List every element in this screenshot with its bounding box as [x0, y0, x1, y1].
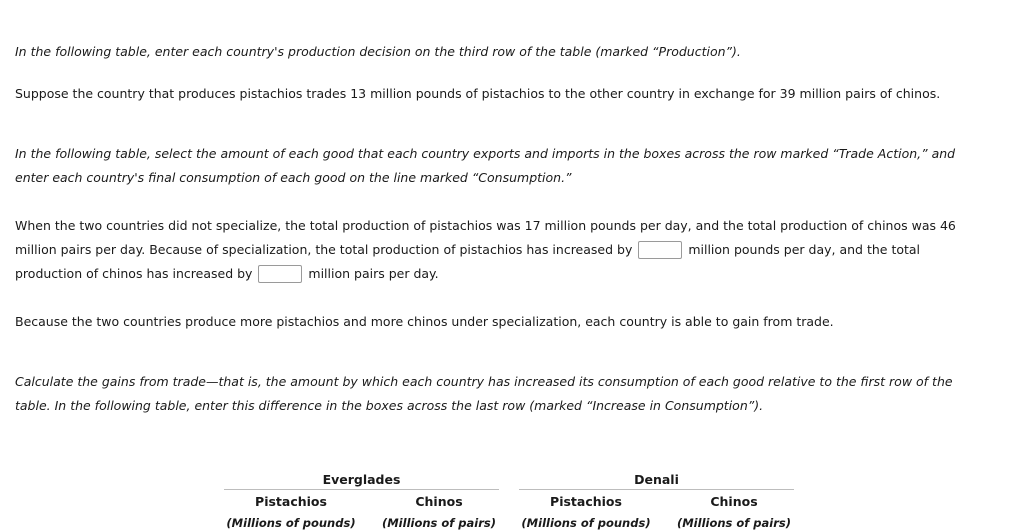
unit-header-denali-pistachios: (Millions of pounds) [521, 516, 651, 530]
instruction-gains-from-trade: Calculate the gains from trade—that is, the amount by which each country has increased its consumption of each good relative to the first row of the table. In the following table, enter this difference in the boxes across the last row (marked “Increase in Consumption”). [15, 374, 953, 413]
gain-from-trade-text: Because the two countries produce more pistachios and more chinos under specialization, each country is able to gain from trade. [15, 314, 834, 329]
country-header-everglades: Everglades [322, 472, 401, 487]
specialization-text-b: million pounds per day, and the total production of chinos has increased by [15, 242, 921, 281]
pistachios-increase-input[interactable] [638, 241, 682, 259]
specialization-text-c: million pairs per day. [308, 266, 439, 281]
column-header-everglades-pistachios: Pistachios [255, 494, 327, 509]
unit-header-denali-chinos: (Millions of pairs) [676, 516, 792, 530]
unit-header-everglades-chinos: (Millions of pairs) [381, 516, 497, 530]
chinos-increase-input[interactable] [258, 265, 302, 283]
column-header-everglades-chinos: Chinos [415, 494, 463, 509]
column-header-denali-chinos: Chinos [710, 494, 758, 509]
instruction-trade-action: In the following table, select the amount of each good that each country exports and imports in the boxes across the row marked “Trade Action,” and enter each country's final consumption of each good on the line marked “Consumption.” [15, 146, 956, 185]
specialization-question [15, 214, 975, 286]
country-header-denali: Denali [634, 472, 679, 487]
trade-scenario-text: Suppose the country that produces pistachios trades 13 million pounds of pistachios to the other country in exchange for 39 million pairs of chinos. [15, 86, 941, 101]
unit-header-everglades-pistachios: (Millions of pounds) [226, 516, 356, 530]
country-header-divider [224, 489, 499, 490]
gains-table-header [0, 466, 1031, 530]
column-header-denali-pistachios: Pistachios [550, 494, 622, 509]
country-header-divider [519, 489, 794, 490]
instruction-production: In the following table, enter each country's production decision on the third row of the table (marked “Production”). [15, 44, 741, 59]
specialization-text-a: When the two countries did not specialize, the total production of pistachios was 17 million pounds per day, and the total production of chinos was 46 million pairs per day. Because of specialization, the total production of pistachios has increased by [15, 218, 956, 257]
